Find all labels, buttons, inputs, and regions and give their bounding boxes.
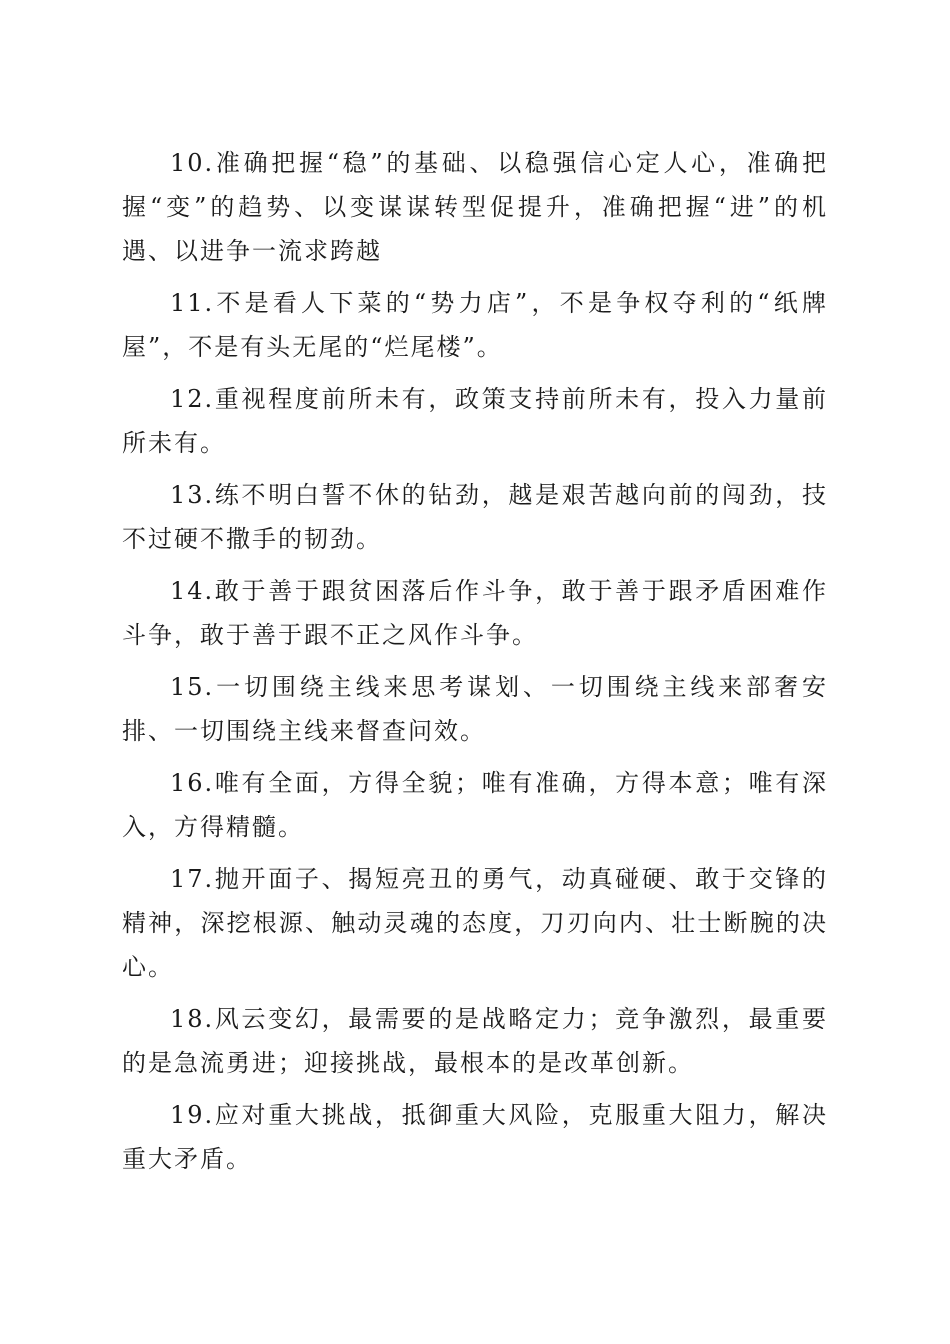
paragraph-16: 16.唯有全面，方得全貌；唯有准确，方得本意；唯有深入，方得精髓。: [122, 769, 828, 841]
paragraph-13: 13.练不明白誓不休的钻劲，越是艰苦越向前的闯劲，技不过硬不撒手的韧劲。: [122, 481, 828, 553]
paragraph-11: 11.不是看人下菜的“势力店”，不是争权夺利的“纸牌屋”，不是有头无尾的“烂尾楼”。: [122, 289, 828, 361]
paragraph-15: 15.一切围绕主线来思考谋划、一切围绕主线来部奢安排、一切围绕主线来督查问效。: [122, 673, 828, 745]
paragraph-18: 18.风云变幻，最需要的是战略定力；竞争激烈，最重要的是急流勇进；迎接挑战，最根本的是改革创新。: [122, 1005, 828, 1077]
paragraph-12: 12.重视程度前所未有，政策支持前所未有，投入力量前所未有。: [122, 385, 828, 457]
document-page: [122, 141, 828, 1189]
paragraph-19: 19.应对重大挑战，抵御重大风险，克服重大阻力，解决重大矛盾。: [122, 1101, 828, 1173]
paragraph-14: 14.敢于善于跟贫困落后作斗争，敢于善于跟矛盾困难作斗争，敢于善于跟不正之风作斗争。: [122, 577, 828, 649]
paragraph-17: 17.抛开面子、揭短亮丑的勇气，动真碰硬、敢于交锋的精神，深挖根源、触动灵魂的态度，刀刃向内、壮士断腕的决心。: [122, 865, 828, 981]
paragraph-10: 10.准确把握“稳”的基础、以稳强信心定人心，准确把握“变”的趋势、以变谋谋转型促提升，准确把握“进”的机遇、以进争一流求跨越: [122, 149, 828, 265]
